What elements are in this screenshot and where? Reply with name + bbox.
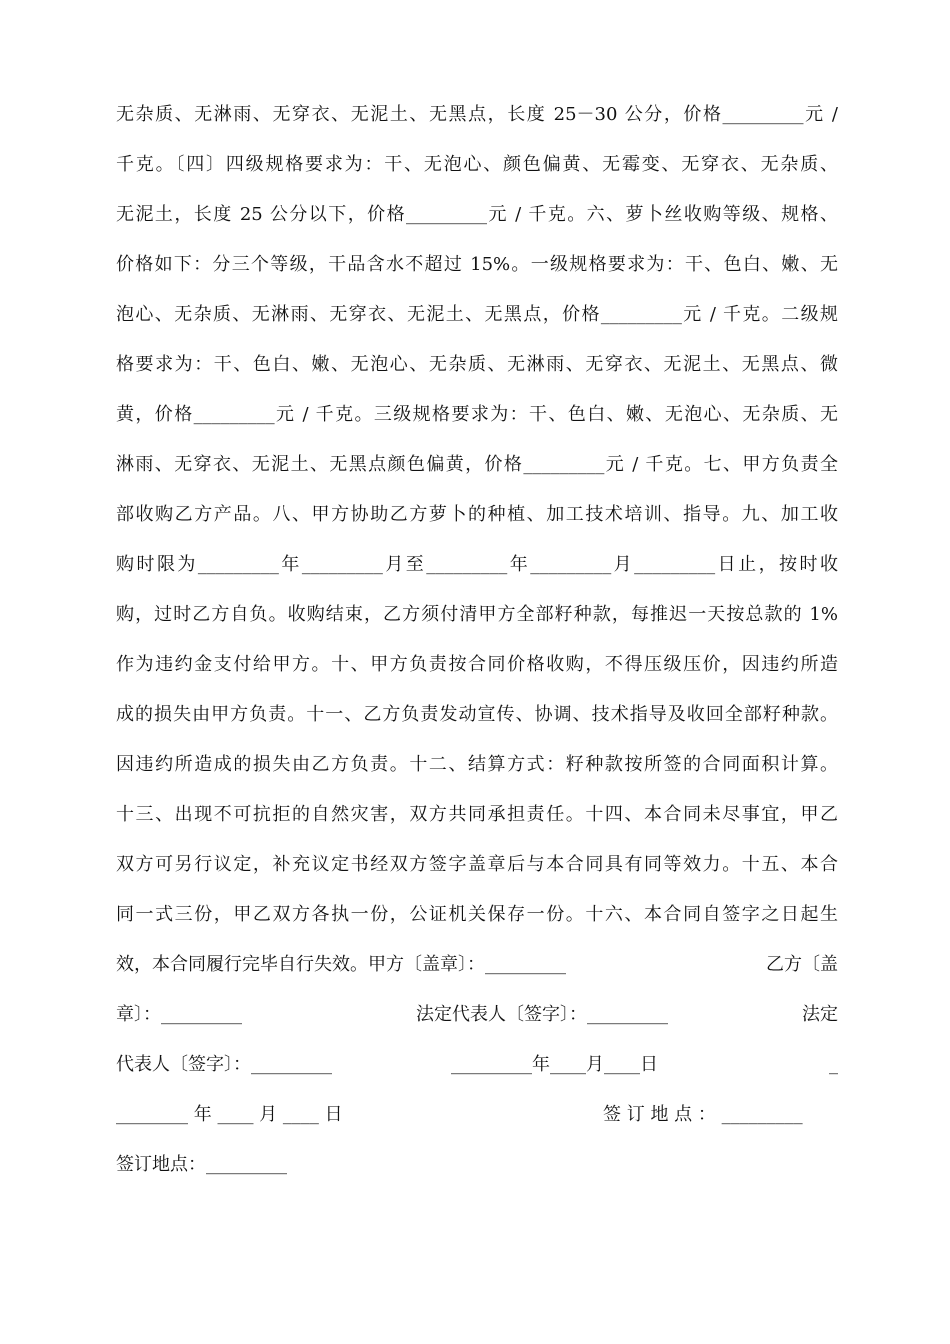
signature-row	[116, 1053, 838, 1077]
signing-place-text: 签订地点：_________	[116, 1154, 287, 1175]
body-line: 部收购乙方产品。八、甲方协助乙方萝卜的种植、加工技术培训、指导。九、加工收	[116, 504, 838, 525]
signing-place-text: 签 订 地 点 ： _________	[603, 1104, 803, 1125]
signature-row	[116, 1103, 838, 1127]
signature-row	[116, 1003, 838, 1027]
body-line: 购，过时乙方自负。收购结束，乙方须付清甲方全部籽种款，每推迟一天按总款的 1%	[116, 604, 838, 625]
body-line: 作为违约金支付给甲方。十、甲方负责按合同价格收购，不得压级压价，因违约所造	[116, 654, 838, 675]
date-text: ________ 年 ____ 月 ____ 日	[116, 1104, 343, 1125]
body-line: 购时限为_________年_________月至_________年_________月_________日止，按时收	[116, 554, 838, 575]
body-line: 无泥土，长度 25 公分以下，价格_________元 / 千克。六、萝卜丝收购等级、规格、	[116, 204, 838, 225]
body-line: 格要求为：干、色白、嫩、无泡心、无杂质、无淋雨、无穿衣、无泥土、无黑点、微	[116, 354, 838, 375]
signature-text: 法定	[802, 1004, 838, 1025]
body-line: 黄，价格_________元 / 千克。三级规格要求为：干、色白、嫩、无泡心、无杂质、无	[116, 404, 838, 425]
signature-text: 效，本合同履行完毕自行失效。甲方〔盖章〕：_________	[116, 954, 566, 975]
signature-row	[116, 953, 838, 977]
body-line: 因违约所造成的损失由乙方负责。十二、结算方式：籽种款按所签的合同面积计算。	[116, 754, 838, 775]
body-line: 同一式三份，甲乙双方各执一份，公证机关保存一份。十六、本合同自签字之日起生	[116, 904, 838, 925]
body-line: 淋雨、无穿衣、无泥土、无黑点颜色偏黄，价格_________元 / 千克。七、甲方负责全	[116, 454, 838, 475]
body-line: 十三、出现不可抗拒的自然灾害，双方共同承担责任。十四、本合同未尽事宜，甲乙	[116, 804, 838, 825]
body-line: 双方可另行议定，补充议定书经双方签字盖章后与本合同具有同等效力。十五、本合	[116, 854, 838, 875]
signature-text: 代表人〔签字〕：_________	[116, 1054, 332, 1075]
signature-text: 章〕：_________	[116, 1004, 242, 1025]
body-line: 无杂质、无淋雨、无穿衣、无泥土、无黑点，长度 25－30 公分，价格_________元 /	[116, 104, 838, 125]
signature-text: 乙方〔盖	[766, 954, 838, 975]
signature-text: 法定代表人〔签字〕：_________	[416, 1004, 668, 1025]
body-line: 价格如下：分三个等级，干品含水不超过 15%。一级规格要求为：干、色白、嫩、无	[116, 254, 838, 275]
signature-row	[116, 1153, 838, 1177]
signature-text: _	[829, 1054, 838, 1075]
date-text: _________年____月____日	[451, 1054, 658, 1075]
body-line: 千克。〔四〕四级规格要求为：干、无泡心、颜色偏黄、无霉变、无穿衣、无杂质、	[116, 154, 838, 175]
body-line: 泡心、无杂质、无淋雨、无穿衣、无泥土、无黑点，价格_________元 / 千克。二级规	[116, 304, 838, 325]
body-line: 成的损失由甲方负责。十一、乙方负责发动宣传、协调、技术指导及收回全部籽种款。	[116, 704, 838, 725]
